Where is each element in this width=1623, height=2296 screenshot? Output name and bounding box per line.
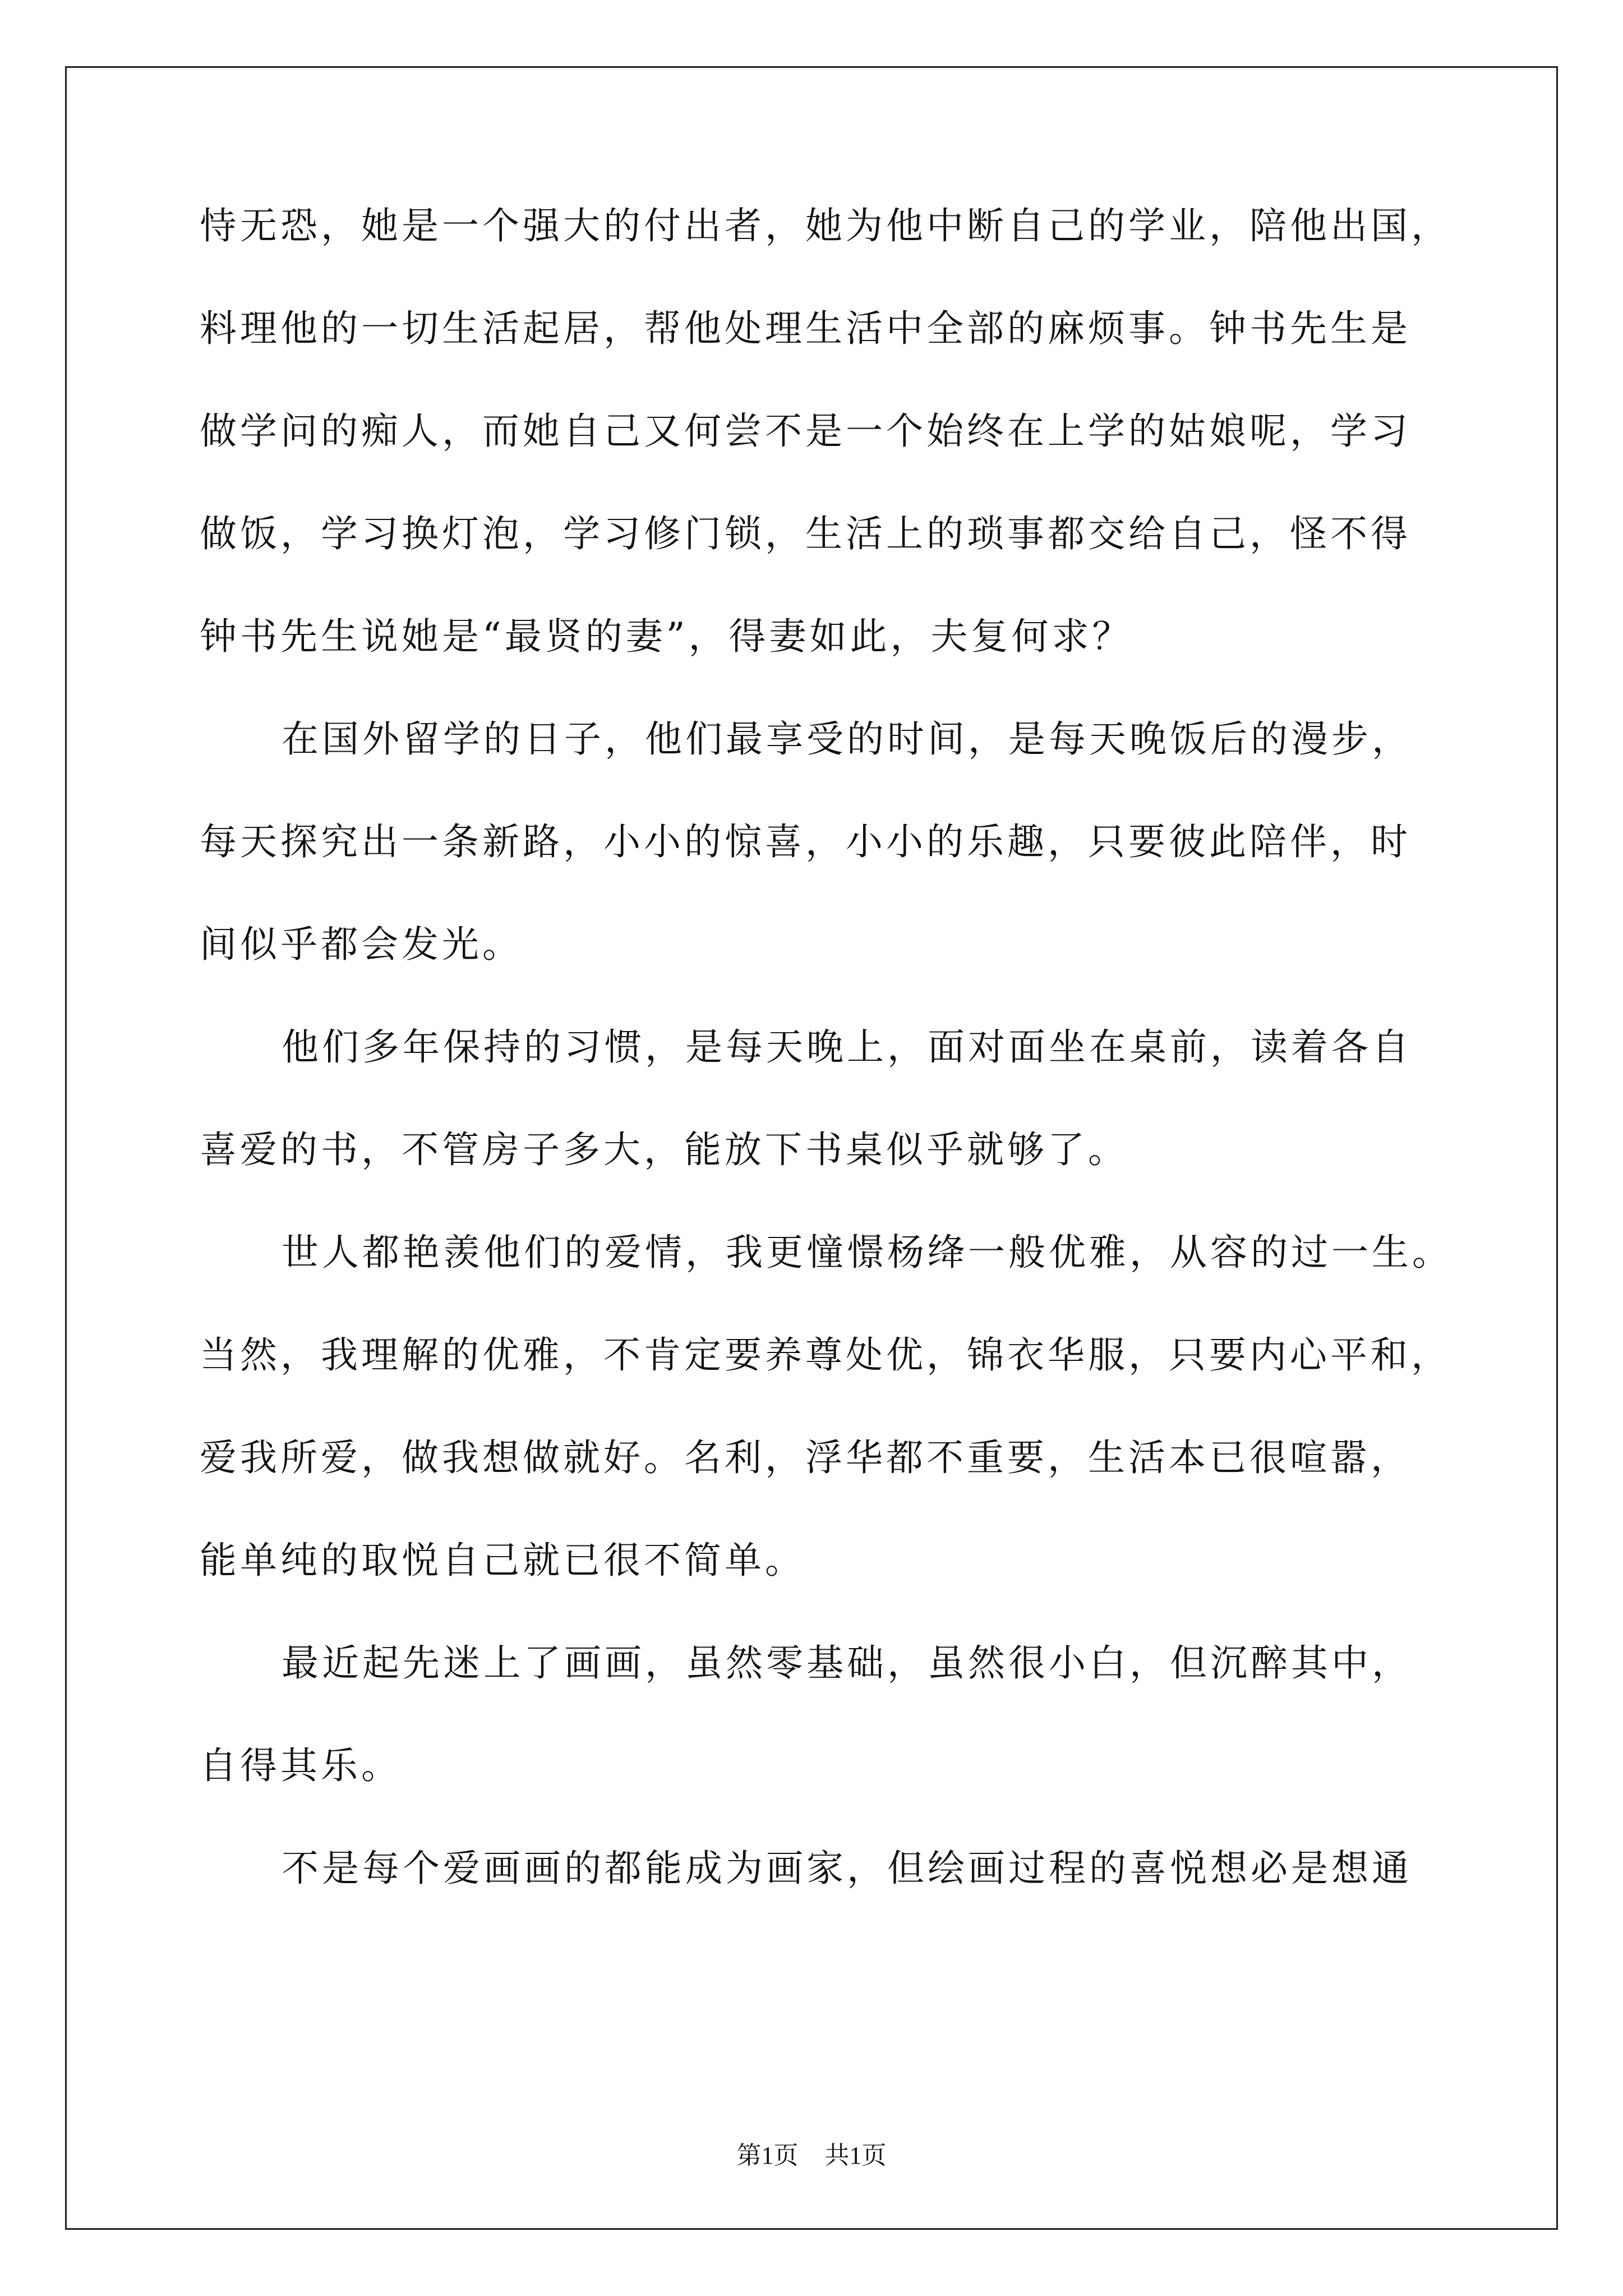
text-line: 每天探究出一条新路，小小的惊喜，小小的乐趣，只要彼此陪伴，时	[200, 820, 1411, 863]
paragraph-start-line: 在国外留学的日子，他们最享受的时间，是每天晚饭后的漫步，	[282, 717, 1412, 761]
text-line: 爱我所爱，做我想做就好。名利，浮华都不重要，生活本已很喧嚣，	[200, 1436, 1411, 1479]
text-line: 自得其乐。	[200, 1744, 402, 1787]
paragraph-start-line: 不是每个爱画画的都能成为画家，但绘画过程的喜悦想必是想通	[282, 1847, 1412, 1890]
page-total: 共1页	[824, 2142, 887, 2169]
text-line: 做饭，学习换灯泡，学习修门锁，生活上的琐事都交给自己，怪不得	[200, 512, 1411, 555]
text-line: 恃无恐，她是一个强大的付出者，她为他中断自己的学业，陪他出国，	[200, 204, 1451, 247]
text-line: 喜爱的书，不管房子多大，能放下书桌似乎就够了。	[200, 1128, 1128, 1171]
text-line: 间似乎都会发光。	[200, 923, 523, 966]
text-line: 当然，我理解的优雅，不肯定要养尊处优，锦衣华服，只要内心平和，	[200, 1333, 1451, 1377]
text-line: 做学问的痴人，而她自己又何尝不是一个始终在上学的姑娘呢，学习	[200, 409, 1411, 453]
text-line: 能单纯的取悦自己就已很不简单。	[200, 1539, 805, 1582]
paragraph-start-line: 他们多年保持的习惯，是每天晚上，面对面坐在桌前，读着各自	[282, 1025, 1412, 1069]
page-number: 第1页	[736, 2142, 799, 2169]
paragraph-start-line: 世人都艳羡他们的爱情，我更憧憬杨绛一般优雅，从容的过一生。	[282, 1231, 1453, 1274]
paragraph-start-line: 最近起先迷上了画画，虽然零基础，虽然很小白，但沉醉其中，	[282, 1641, 1412, 1685]
text-line: 钟书先生说她是“最贤的妻”，得妻如此，夫复何求？	[200, 615, 1133, 658]
document-body	[200, 204, 1453, 1953]
text-line: 料理他的一切生活起居，帮他处理生活中全部的麻烦事。钟书先生是	[200, 307, 1411, 350]
page-footer	[0, 2135, 1623, 2171]
